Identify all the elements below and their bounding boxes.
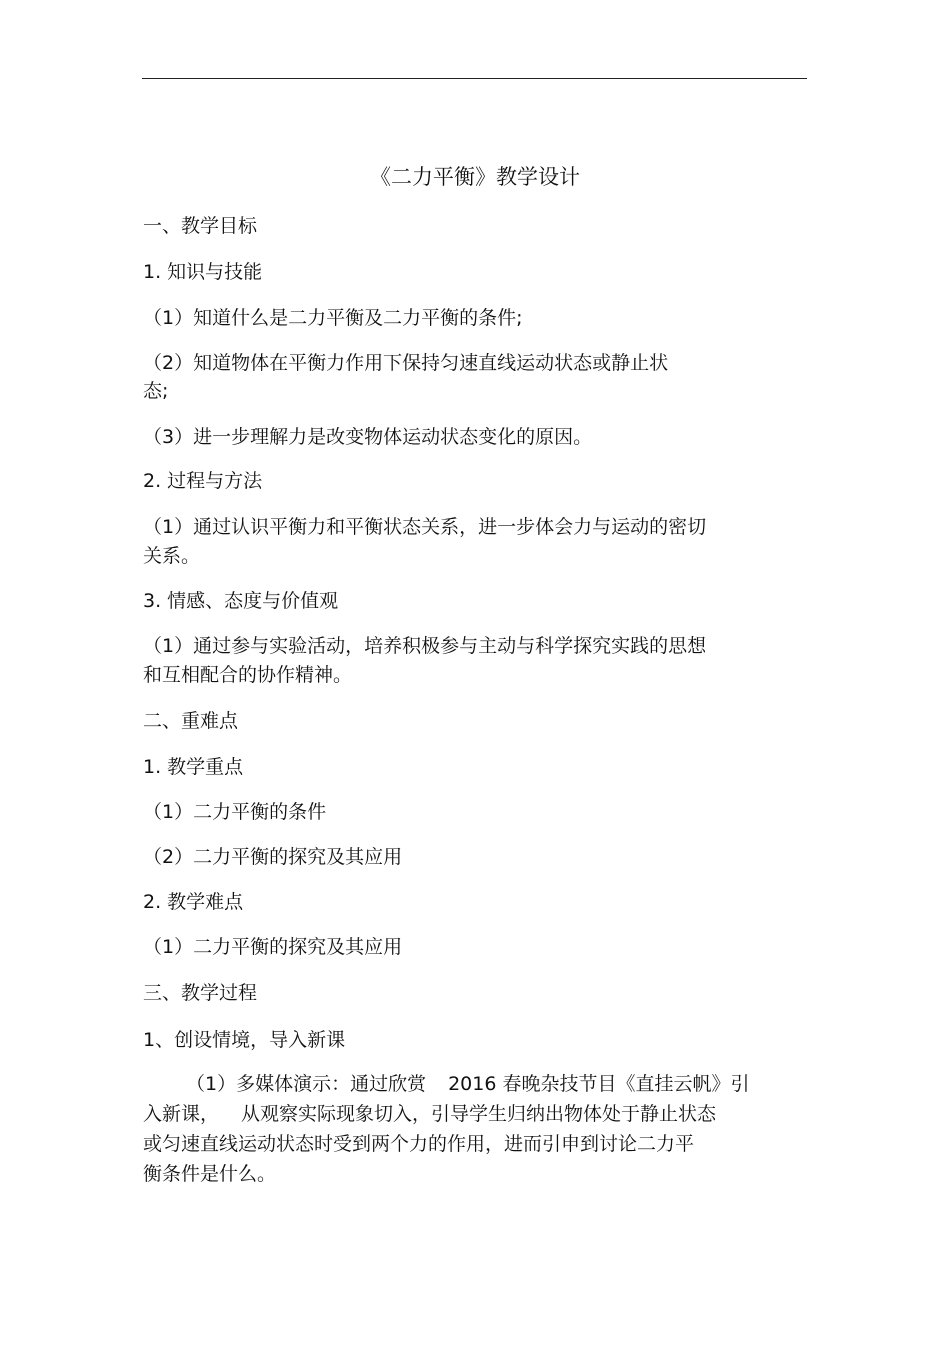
list-item: （1）知道什么是二力平衡及二力平衡的条件; (143, 307, 523, 329)
subsection-heading: 1、创设情境，导入新课 (143, 1029, 346, 1051)
list-item: （3）进一步理解力是改变物体运动状态变化的原因。 (143, 426, 593, 448)
subsection-heading: 1. 教学重点 (143, 756, 244, 778)
paragraph-line: 衡条件是什么。 (143, 1163, 277, 1185)
paragraph-text: 从观察实际现象切入，引导学生归纳出物体处于静止状态 (241, 1103, 717, 1125)
list-item-continuation: 和互相配合的协作精神。 (143, 664, 353, 686)
list-item: （1）二力平衡的条件 (143, 801, 327, 823)
list-item-continuation: 关系。 (143, 545, 201, 567)
header-rule (142, 78, 807, 79)
section-heading: 一、教学目标 (143, 215, 258, 237)
list-item: （2）二力平衡的探究及其应用 (143, 846, 403, 868)
document-title: 《二力平衡》教学设计 (370, 165, 580, 189)
list-item-continuation: 态; (143, 380, 169, 402)
paragraph-line (143, 1099, 716, 1129)
subsection-heading: 1. 知识与技能 (143, 261, 263, 283)
paragraph-text: （1）多媒体演示：通过欣赏 (186, 1073, 427, 1095)
subsection-heading: 2. 过程与方法 (143, 470, 263, 492)
list-item: （1）通过认识平衡力和平衡状态关系，进一步体会力与运动的密切 (143, 516, 707, 538)
list-item: （1）通过参与实验活动，培养积极参与主动与科学探究实践的思想 (143, 635, 707, 657)
subsection-heading: 2. 教学难点 (143, 891, 244, 913)
paragraph-line (186, 1069, 750, 1099)
paragraph-text: 2016 春晚杂技节目《直挂云帆》引 (448, 1073, 750, 1095)
subsection-heading: 3. 情感、态度与价值观 (143, 590, 339, 612)
paragraph-text: 入新课， (143, 1103, 220, 1125)
section-heading: 二、重难点 (143, 710, 239, 732)
section-heading: 三、教学过程 (143, 982, 258, 1004)
paragraph-line: 或匀速直线运动状态时受到两个力的作用，进而引申到讨论二力平 (143, 1133, 695, 1155)
list-item: （1）二力平衡的探究及其应用 (143, 936, 403, 958)
list-item: （2）知道物体在平衡力作用下保持匀速直线运动状态或静止状 (143, 352, 669, 374)
